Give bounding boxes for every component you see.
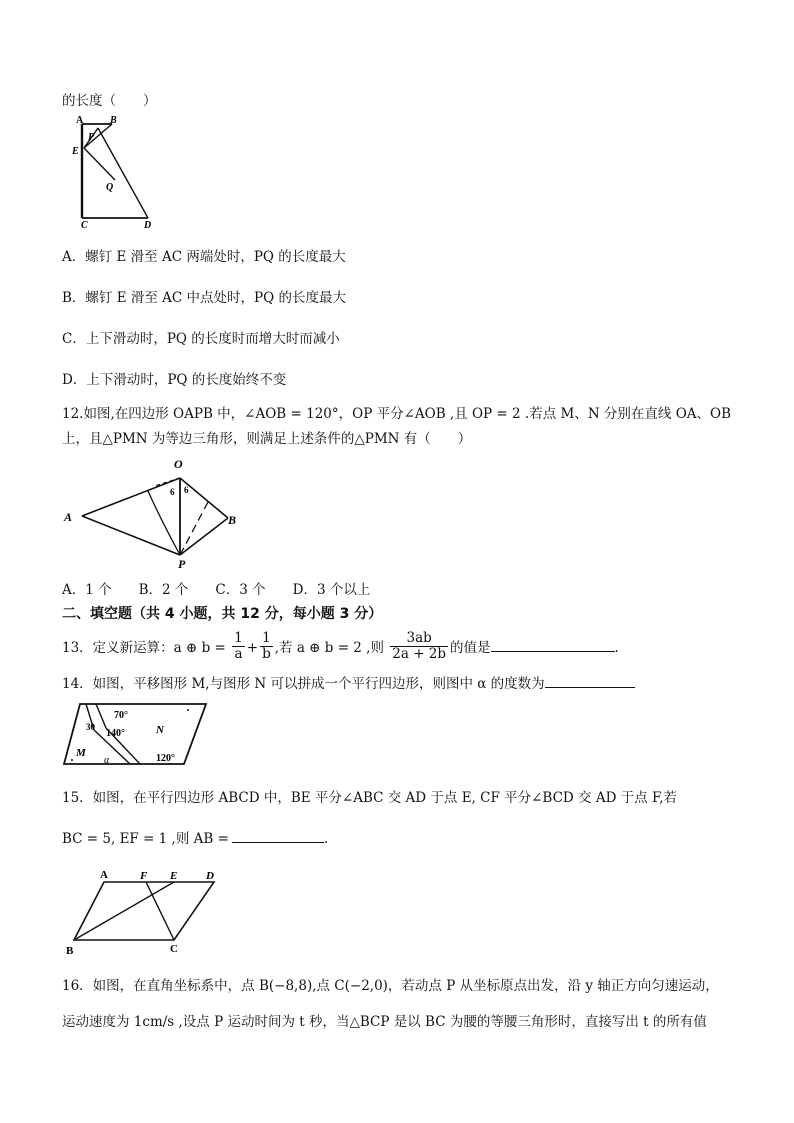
q15-label-E: E [170,870,178,882]
q15-end: . [323,831,329,847]
q13-f2-num: 1 [260,631,273,647]
q12-stem-line1: 12.如图,在四边形 OAPB 中，∠AOB = 120°，OP 平分∠AOB ,且 OP = 2 .若点 M、N 分别在直线 OA、OB [62,406,732,422]
q15-condition: BC = 5, EF = 1 ,则 AB = [62,831,229,847]
q13-f3-num: 3ab [390,631,448,647]
q13-f3-den: 2a + 2b [392,646,447,662]
q13-middle: ,若 a ⊕ b = 2 ,则 [274,640,384,656]
q14-stem [62,675,635,693]
q14-angle-140: 140° [106,728,125,739]
q11-label-P: P [88,132,95,143]
q15-label-D: D [206,870,214,882]
q13-stem [62,628,619,668]
q11-label-B: B [110,115,117,126]
q13-fraction-1-over-b [260,631,273,662]
q13-plus: + [246,640,259,656]
q11-label-A: A [76,115,84,126]
q14-angle-70: 70° [114,710,128,721]
q14-angle-120: 120° [156,753,175,764]
q12-label-P: P [178,557,186,571]
q13-f1-num: 1 [234,630,243,646]
q14-answer-blank[interactable] [545,675,635,688]
q11-label-D: D [144,220,152,231]
q15-label-C: C [170,943,178,955]
q12-label-O: O [174,458,183,471]
q12-angle-mark-1: 6 [170,487,175,497]
q16-stem-line2: 运动速度为 1cm/s ,设点 P 运动时间为 t 秒，当△BCP 是以 BC 为腰的等腰三角形时，直接写出 t 的所有值 [62,1014,707,1030]
q15-stem-line1: 15．如图，在平行四边形 ABCD 中，BE 平分∠ABC 交 AD 于点 E, CF 平分∠BCD 交 AD 于点 F,若 [62,790,678,806]
q13-prefix: 13．定义新运算：a ⊕ b = [62,640,226,656]
q12-figure [60,458,246,574]
q13-f2-den: b [262,646,271,662]
q12-label-A: A [64,510,73,524]
q14-label-alpha: α [104,755,110,766]
q13-end: . [614,640,619,656]
q14-angle-30: 30 [86,722,95,732]
q11-option-a: A．螺钉 E 滑至 AC 两端处时，PQ 的长度最大 [62,249,346,265]
q16-stem-line1: 16．如图，在直角坐标系中，点 B(−8,8),点 C(−2,0)，若动点 P 从坐标原点出发，沿 y 轴正方向匀速运动， [62,978,719,994]
q11-option-d: D．上下滑动时，PQ 的长度始终不变 [62,372,287,388]
q13-fraction-expression [390,631,448,662]
q15-stem-line2 [62,830,328,848]
q14-label-M: M [76,747,86,759]
q15-label-B: B [66,945,74,957]
section-heading-fill-in: 二、填空题（共 4 小题，共 12 分，每小题 3 分） [62,606,383,622]
q14-label-N: N [156,724,164,736]
q12-angle-mark-2: 6 [184,485,189,495]
q11-stem-tail: 的长度（ ） [62,93,157,109]
q14-figure [60,700,210,770]
q12-stem-line2: 上，且△PMN 为等边三角形，则满足上述条件的△PMN 有（ ） [62,431,472,447]
q15-label-F: F [140,870,148,882]
q11-label-C: C [81,220,88,231]
q11-label-Q: Q [106,182,114,193]
q15-answer-blank[interactable] [232,830,324,843]
q11-label-E: E [72,146,79,157]
q15-label-A: A [100,869,108,881]
q13-answer-blank[interactable] [491,639,615,652]
q11-option-b: B．螺钉 E 滑至 AC 中点处时，PQ 的长度最大 [62,290,346,306]
q15-figure [60,866,226,958]
q13-f1-den: a [234,646,243,662]
q13-fraction-1-over-a [232,631,245,662]
q14-text: 14．如图，平移图形 M,与图形 N 可以拼成一个平行四边形，则图中 α 的度数为 [62,676,545,692]
q12-label-B: B [228,513,237,527]
q13-suffix: 的值是 [450,640,491,656]
q11-option-c: C．上下滑动时，PQ 的长度时而增大时而减小 [62,331,340,347]
q11-figure [68,114,168,232]
q12-options: A．1 个 B．2 个 C．3 个 D．3 个以上 [62,582,371,598]
